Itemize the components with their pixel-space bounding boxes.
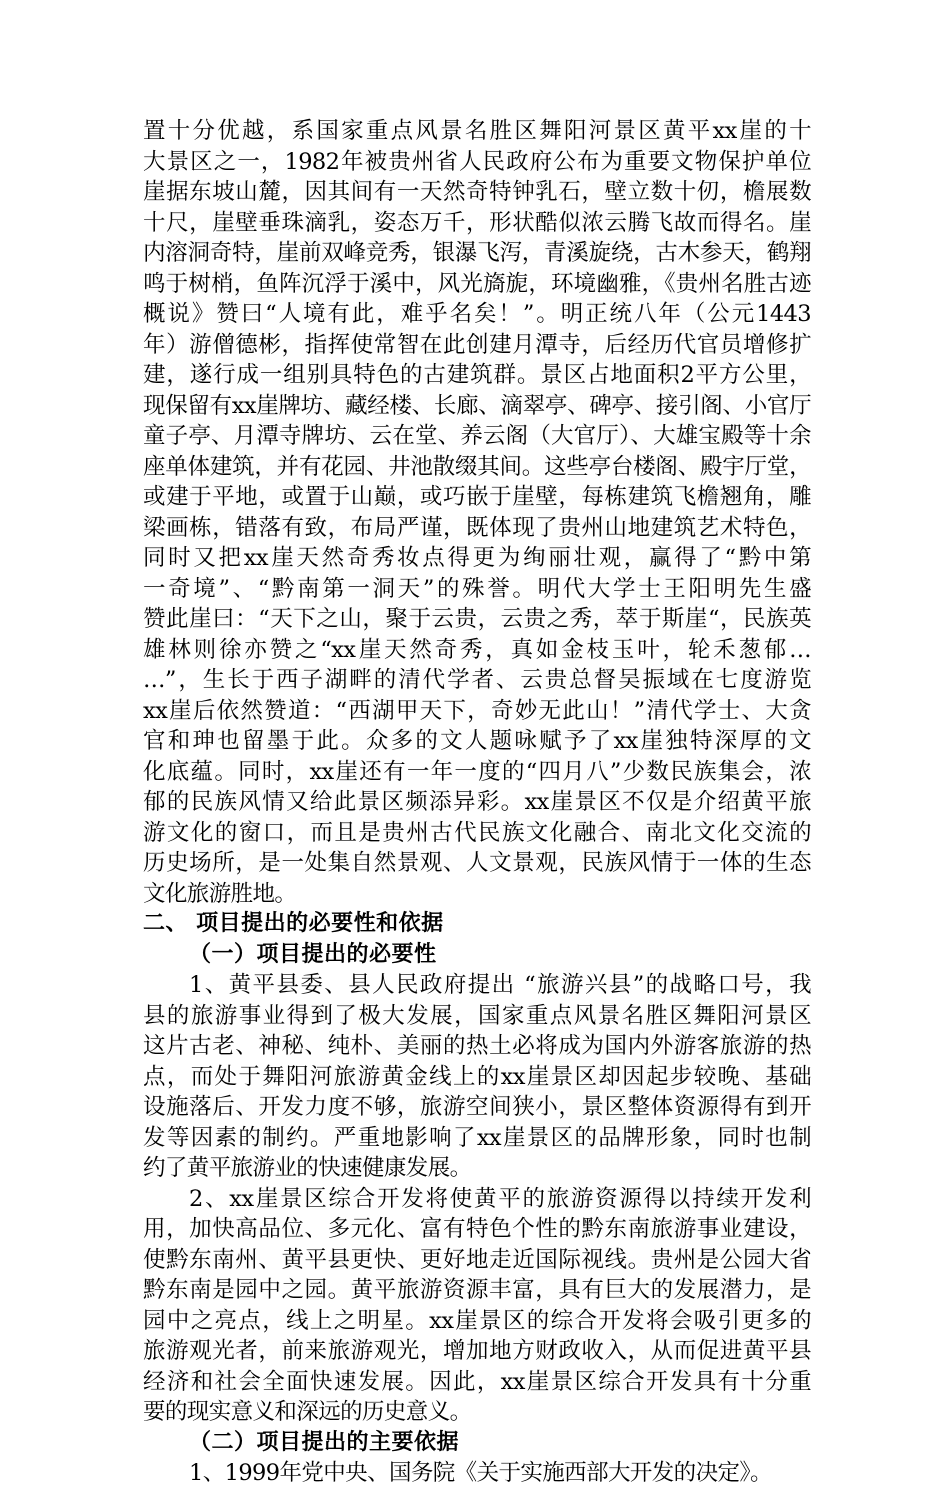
text-line: 同时又把xx崖天然奇秀妆点得更为绚丽壮观，赢得了“黔中第 [143,545,811,571]
text-line: 年）游僧德彬，指挥使常智在此创建月潭寺，后经历代官员增修扩 [143,331,811,358]
text-line: 点，而处于舞阳河旅游黄金线上的xx崖景区却因起步较晚、基础 [143,1063,811,1090]
text-line: 黔东南是园中之园。黄平旅游资源丰富，具有巨大的发展潜力，是 [143,1277,811,1303]
subsection-heading: （二）项目提出的主要依据 [189,1429,460,1455]
text-line: 概说》赞曰“人境有此，难乎名矣！”。明正统八年（公元1443 [143,301,811,327]
text-line: xx崖后依然赞道：“西湖甲天下，奇妙无此山！”清代学士、大贪 [143,697,811,724]
text-line: 或建于平地，或置于山巅，或巧嵌于崖壁，每栋建筑飞檐翘角，雕 [143,484,811,510]
subsection-heading: （一）项目提出的必要性 [189,941,437,967]
text-line: 童子亭、月潭寺牌坊、云在堂、养云阁（大官厅）、大雄宝殿等十余 [143,423,811,449]
text-line: 一奇境”、“黔南第一洞天”的殊誉。明代大学士王阳明先生盛 [143,575,811,602]
text-line: 园中之亮点，线上之明星。xx崖景区的综合开发将会吸引更多的 [143,1307,811,1334]
text-line: 1、1999年党中央、国务院《关于实施西部大开发的决定》。 [189,1460,772,1486]
text-line: 雄林则徐亦赞之“xx崖天然奇秀，真如金枝玉叶，轮禾葱郁… [143,636,811,663]
paragraph-necessity-2 [143,1184,811,1428]
text-line: 大景区之一，1982年被贵州省人民政府公布为重要文物保护单位 [143,148,811,175]
document-page [143,116,811,1489]
text-line: 梁画栋，错落有致，布局严谨，既体现了贵州山地建筑艺术特色， [143,514,811,541]
text-line: 这片古老、神秘、纯朴、美丽的热土必将成为国内外游客旅游的热 [143,1033,811,1059]
text-line: 现保留有xx崖牌坊、藏经楼、长廊、滴翠亭、碑亭、接引阁、小官厅 [143,392,811,419]
text-line: 座单体建筑，并有花园、井池散缀其间。这些亭台楼阁、殿宇厅堂， [143,453,811,480]
text-line: 郁的民族风情又给此景区频添异彩。xx崖景区不仅是介绍黄平旅 [143,789,811,815]
text-line: 鸣于树梢，鱼阵沉浮于溪中，风光旖旎，环境幽雅，《贵州名胜古迹 [143,270,811,297]
paragraph-necessity-1 [143,970,811,1184]
text-line: 旅游观光者，前来旅游观光，增加地方财政收入，从而促进黄平县 [143,1338,811,1364]
text-line: 县的旅游事业得到了极大发展，国家重点风景名胜区舞阳河景区 [143,1002,811,1029]
text-line: 官和珅也留墨于此。众多的文人题咏赋予了xx崖独特深厚的文 [143,728,811,754]
text-line: 化底蕴。同时，xx崖还有一年一度的“四月八”少数民族集会，浓 [143,758,811,785]
text-line: 设施落后、开发力度不够，旅游空间狭小，景区整体资源得有到开 [143,1094,811,1120]
text-line: 发等因素的制约。严重地影响了xx崖景区的品牌形象，同时也制 [143,1124,811,1151]
text-line: 置十分优越，系国家重点风景名胜区舞阳河景区黄平xx崖的十 [143,118,811,144]
text-line: 约了黄平旅游业的快速健康发展。 [143,1155,472,1181]
paragraph-basis-1 [143,1458,811,1489]
paragraph-scenic-description [143,116,811,909]
text-line: 游文化的窗口，而且是贵州古代民族文化融合、南北文化交流的 [143,819,811,846]
section-heading: 二、 项目提出的必要性和依据 [143,911,444,936]
text-line: 2、xx崖景区综合开发将使黄平的旅游资源得以持续开发利 [189,1185,811,1212]
text-line: 经济和社会全面快速发展。因此，xx崖景区综合开发具有十分重 [143,1368,811,1395]
text-line: 要的现实意义和深远的历史意义。 [143,1399,472,1425]
text-line: 文化旅游胜地。 [143,880,297,907]
text-line: 用，加快高品位、多元化、富有特色个性的黔东南旅游事业建设， [143,1216,811,1242]
text-line: 建，遂行成一组别具特色的古建筑群。景区占地面积2平方公里， [143,362,811,388]
text-line: 赞此崖曰：“天下之山，聚于云贵，云贵之秀，萃于斯崖“，民族英 [143,606,811,632]
text-line: 历史场所，是一处集自然景观、人文景观，民族风情于一体的生态 [143,850,811,876]
text-line: …”，生长于西子湖畔的清代学者、云贵总督吴振域在七度游览 [143,667,811,693]
text-line: 使黔东南州、黄平县更快、更好地走近国际视线。贵州是公园大省 [143,1246,811,1273]
text-line: 1、黄平县委、县人民政府提出 “旅游兴县”的战略口号，我 [189,972,811,998]
text-line: 十尺，崖壁垂珠滴乳，姿态万千，形状酷似浓云腾飞故而得名。崖 [143,209,811,236]
text-line: 崖据东坡山麓，因其间有一天然奇特钟乳石，壁立数十仞，檐展数 [143,179,811,205]
text-line: 内溶洞奇特，崖前双峰竞秀，银瀑飞泻，青溪旋绕，古木参天，鹤翔 [143,240,811,266]
